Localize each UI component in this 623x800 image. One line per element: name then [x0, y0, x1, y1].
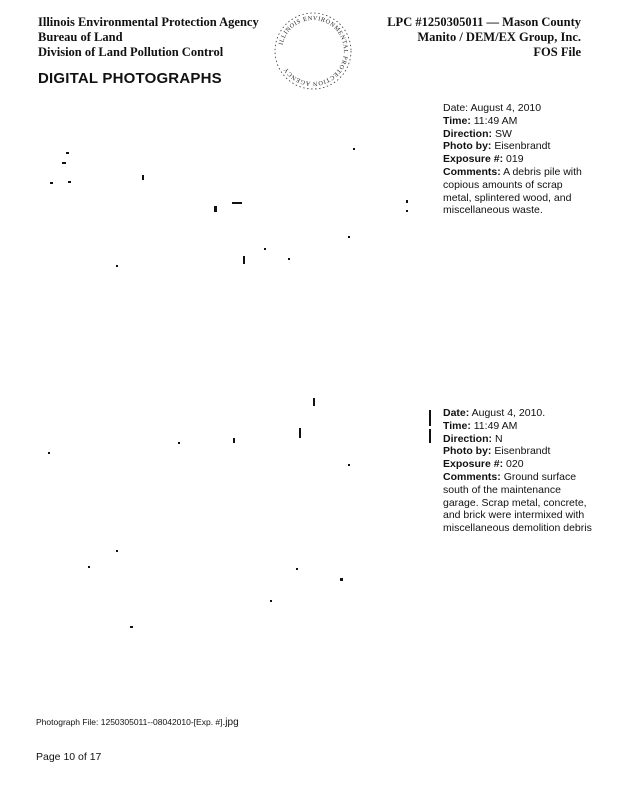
- photographer-label: Photo by:: [443, 445, 492, 458]
- direction-value: SW: [494, 127, 512, 140]
- caption-comments-row: [443, 166, 593, 217]
- exposure-value: 020: [506, 458, 524, 471]
- time-label: Time:: [443, 419, 471, 432]
- svg-text:ILLINOIS ENVIRONMENTAL PROTECT: [278, 15, 349, 87]
- agency-name: Illinois Environmental Protection Agency: [38, 15, 259, 29]
- photo-file-label: Photograph File: 1250305011--08042010-[Exp. #]: [36, 717, 223, 727]
- photo-speck: [130, 626, 133, 628]
- photo-speck: [142, 175, 144, 180]
- exposure-value: 019: [506, 153, 524, 166]
- direction-value: N: [494, 432, 503, 445]
- direction-label: Direction:: [443, 127, 493, 140]
- photo-speck: [48, 452, 50, 454]
- site-owner: Manito / DEM/EX Group, Inc.: [417, 30, 581, 44]
- photographer-label: Photo by:: [443, 140, 492, 153]
- photo-2-caption: [443, 407, 593, 535]
- caption-exposure-row: [443, 458, 593, 471]
- agency-seal-icon: [272, 10, 354, 92]
- comments-label: Comments:: [443, 470, 501, 483]
- photo-speck: [178, 442, 180, 444]
- photo-speck: [68, 181, 71, 183]
- photo-speck: [116, 550, 118, 552]
- photo-1-caption: [443, 102, 593, 217]
- date-value: August 4, 2010.: [471, 407, 546, 419]
- scan-mark: [429, 429, 431, 443]
- photo-speck: [406, 210, 408, 212]
- photo-speck: [270, 600, 272, 602]
- caption-time-row: [443, 420, 593, 433]
- photo-speck: [232, 202, 242, 204]
- site-header: [351, 15, 581, 60]
- photo-2: [28, 390, 428, 625]
- direction-label: Direction:: [443, 432, 493, 445]
- photo-speck: [313, 398, 315, 406]
- date-label: Date:: [443, 102, 469, 114]
- photo-speck: [340, 578, 343, 581]
- agency-header: [38, 15, 259, 60]
- page-number: Page 10 of 17: [36, 751, 102, 763]
- site-id: LPC #1250305011 — Mason County: [387, 15, 581, 29]
- comments-value: Ground surface south of the maintenance garage. Scrap metal, concrete, and brick were intermixed with miscellaneous demolition debris: [443, 470, 592, 535]
- caption-time-row: [443, 115, 593, 128]
- time-label: Time:: [443, 114, 471, 127]
- exposure-label: Exposure #:: [443, 153, 504, 166]
- time-value: 11:49 AM: [473, 419, 518, 432]
- comments-value: A debris pile with copious amounts of scrap metal, splintered wood, and miscellaneous waste.: [443, 165, 582, 217]
- photographer-value: Eisenbrandt: [494, 140, 551, 153]
- caption-direction-row: [443, 128, 593, 141]
- date-label: Date:: [443, 407, 470, 419]
- caption-photographer-row: [443, 445, 593, 458]
- photo-1: [28, 100, 428, 335]
- photo-speck: [299, 428, 301, 438]
- caption-exposure-row: [443, 153, 593, 166]
- photo-speck: [66, 152, 69, 154]
- time-value: 11:49 AM: [473, 114, 518, 127]
- file-type: FOS File: [533, 45, 581, 59]
- photo-speck: [353, 148, 355, 150]
- photo-speck: [264, 248, 266, 250]
- photo-speck: [406, 200, 408, 203]
- seal-text: ILLINOIS ENVIRONMENTAL PROTECTION AGENCY: [277, 14, 350, 88]
- comments-label: Comments:: [443, 165, 501, 178]
- caption-comments-row: [443, 471, 593, 535]
- bureau-name: Bureau of Land: [38, 30, 123, 44]
- division-name: Division of Land Pollution Control: [38, 45, 224, 59]
- caption-photographer-row: [443, 140, 593, 153]
- photo-file-ext: .jpg: [222, 717, 239, 728]
- page-title: DIGITAL PHOTOGRAPHS: [38, 70, 222, 87]
- exposure-label: Exposure #:: [443, 458, 504, 471]
- caption-date-row: [443, 407, 593, 420]
- photo-speck: [62, 162, 66, 164]
- photo-file-name: [36, 717, 239, 728]
- photo-speck: [50, 182, 53, 184]
- caption-date-row: [443, 102, 593, 115]
- photo-speck: [296, 568, 298, 570]
- caption-direction-row: [443, 433, 593, 446]
- date-value: August 4, 2010: [470, 102, 542, 114]
- photo-speck: [214, 206, 217, 212]
- photographer-value: Eisenbrandt: [494, 445, 551, 458]
- photo-speck: [243, 256, 245, 264]
- photo-speck: [88, 566, 90, 568]
- photo-speck: [288, 258, 290, 260]
- photo-speck: [348, 236, 350, 238]
- scan-mark: [429, 410, 431, 426]
- photo-speck: [348, 464, 350, 466]
- photo-speck: [233, 438, 235, 443]
- photo-speck: [116, 265, 118, 267]
